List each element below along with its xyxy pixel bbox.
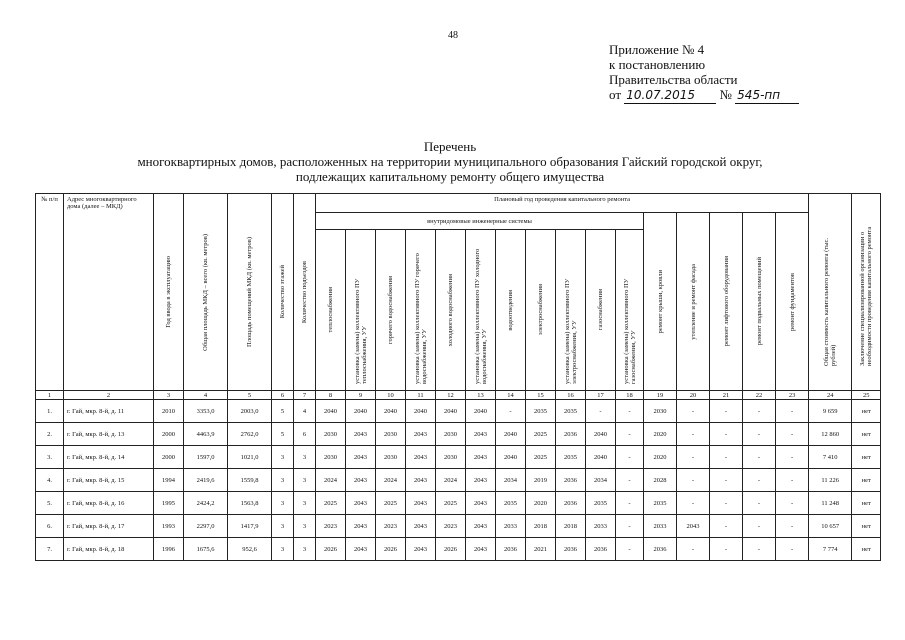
header-entrances: Количество подъездов: [294, 194, 316, 391]
table-cell: 2024: [436, 469, 466, 492]
table-cell: 2040: [376, 400, 406, 423]
table-cell: -: [743, 515, 776, 538]
document-title: [60, 139, 840, 184]
table-cell: -: [710, 538, 743, 561]
header-gas: газоснабжения: [586, 230, 616, 391]
table-cell: 2033: [644, 515, 677, 538]
table-cell: 10 657: [809, 515, 852, 538]
address-cell: г. Гай, мкр. 8-й, д. 17: [64, 515, 154, 538]
table-cell: 1995: [154, 492, 184, 515]
table-cell: 2043: [406, 538, 436, 561]
table-cell: 6: [294, 423, 316, 446]
table-cell: 1417,9: [228, 515, 272, 538]
table-cell: -: [586, 400, 616, 423]
table-cell: -: [677, 400, 710, 423]
column-number: 20: [677, 391, 710, 400]
column-number: 9: [346, 391, 376, 400]
address-cell: г. Гай, мкр. 8-й, д. 11: [64, 400, 154, 423]
table-cell: 2043: [406, 423, 436, 446]
header-cost: Общая стоимость капитального ремонта (тыс. рублей): [809, 194, 852, 391]
table-cell: -: [677, 538, 710, 561]
appendix-line-1: Приложение № 4: [609, 42, 705, 57]
table-cell: -: [496, 400, 526, 423]
table-cell: 2020: [644, 446, 677, 469]
handwritten-date: 10.07.2015: [624, 88, 716, 104]
header-conclusion: Заключение специализированной организации о необходимости проведения капитального ремонта: [852, 194, 881, 391]
appendix-line-2: к постановлению: [609, 57, 706, 72]
table-cell: 11 248: [809, 492, 852, 515]
table-cell: 1559,8: [228, 469, 272, 492]
table-cell: -: [710, 515, 743, 538]
table-cell: 9 659: [809, 400, 852, 423]
table-cell: 3: [272, 515, 294, 538]
address-cell: г. Гай, мкр. 8-й, д. 14: [64, 446, 154, 469]
table-cell: 1.: [36, 400, 64, 423]
table-cell: 3: [294, 515, 316, 538]
table-cell: -: [616, 446, 644, 469]
column-number: 21: [710, 391, 743, 400]
table-cell: 11 226: [809, 469, 852, 492]
table-cell: 2000: [154, 446, 184, 469]
table-cell: 2030: [436, 423, 466, 446]
table-cell: 2762,0: [228, 423, 272, 446]
table-cell: 2040: [586, 446, 616, 469]
header-facade: утепление и ремонт фасада: [677, 213, 710, 391]
column-number: 15: [526, 391, 556, 400]
table-cell: 2035: [496, 492, 526, 515]
table-cell: -: [616, 423, 644, 446]
address-cell: г. Гай, мкр. 8-й, д. 18: [64, 538, 154, 561]
table-cell: 2040: [406, 400, 436, 423]
table-cell: 3: [294, 538, 316, 561]
header-floors: Количество этажей: [272, 194, 294, 391]
header-cold-water: холодного водоснабжения: [436, 230, 466, 391]
table-cell: 2030: [376, 423, 406, 446]
header-hot-water-meter: установка (замена) коллективного ПУ горячего водоснабжения, УУ: [406, 230, 436, 391]
table-cell: 2025: [316, 492, 346, 515]
table-cell: 2030: [316, 423, 346, 446]
table-cell: 2019: [526, 469, 556, 492]
table-cell: 2043: [406, 515, 436, 538]
column-number: 7: [294, 391, 316, 400]
table-cell: нет: [852, 492, 881, 515]
header-heating: теплоснабжения: [316, 230, 346, 391]
table-cell: 2419,6: [184, 469, 228, 492]
header-basement: ремонт подвальных помещений: [743, 213, 776, 391]
table-cell: 1994: [154, 469, 184, 492]
table-cell: 2025: [376, 492, 406, 515]
table-cell: 2033: [496, 515, 526, 538]
table-cell: -: [743, 446, 776, 469]
page-number: 48: [448, 30, 458, 41]
column-number: 5: [228, 391, 272, 400]
column-number: 22: [743, 391, 776, 400]
table-cell: 2023: [376, 515, 406, 538]
column-number: 16: [556, 391, 586, 400]
table-cell: нет: [852, 446, 881, 469]
table-cell: -: [743, 400, 776, 423]
table-cell: 1996: [154, 538, 184, 561]
table-cell: 2036: [556, 423, 586, 446]
column-number: 12: [436, 391, 466, 400]
table-cell: -: [776, 446, 809, 469]
table-cell: 2020: [526, 492, 556, 515]
table-cell: 2035: [556, 400, 586, 423]
table-cell: 2024: [316, 469, 346, 492]
header-drainage: водоотведения: [496, 230, 526, 391]
table-cell: 2040: [436, 400, 466, 423]
table-cell: -: [710, 423, 743, 446]
table-cell: -: [776, 538, 809, 561]
table-cell: 1675,6: [184, 538, 228, 561]
table-cell: -: [710, 400, 743, 423]
table-cell: 3: [294, 446, 316, 469]
header-heating-meter: установка (замена) коллективного ПУ теплоснабжения, УУ: [346, 230, 376, 391]
table-cell: 5: [272, 400, 294, 423]
table-cell: 2043: [346, 515, 376, 538]
table-cell: 3: [294, 492, 316, 515]
table-cell: 4463,9: [184, 423, 228, 446]
table-cell: 3: [272, 538, 294, 561]
table-cell: 2043: [466, 446, 496, 469]
table-cell: 2035: [644, 492, 677, 515]
column-number: 25: [852, 391, 881, 400]
table-cell: 6.: [36, 515, 64, 538]
table-row: [36, 423, 881, 446]
table-cell: 2034: [586, 469, 616, 492]
table-row: [36, 469, 881, 492]
table-cell: 2024: [376, 469, 406, 492]
column-number: 8: [316, 391, 346, 400]
header-area-total: Общая площадь МКД – всего (кв. метров): [184, 194, 228, 391]
table-cell: 2018: [556, 515, 586, 538]
table-cell: 3.: [36, 446, 64, 469]
table-cell: 2026: [436, 538, 466, 561]
table-cell: 2043: [466, 538, 496, 561]
table-cell: 2003,0: [228, 400, 272, 423]
header-systems: внутридомовые инженерные системы: [316, 213, 644, 230]
table-cell: нет: [852, 515, 881, 538]
table-cell: 2026: [316, 538, 346, 561]
table-cell: -: [710, 492, 743, 515]
table-cell: -: [743, 423, 776, 446]
table-cell: -: [743, 469, 776, 492]
table-cell: -: [776, 423, 809, 446]
table-cell: 952,6: [228, 538, 272, 561]
table-cell: 2000: [154, 423, 184, 446]
table-cell: -: [616, 538, 644, 561]
column-number: 18: [616, 391, 644, 400]
column-number: 10: [376, 391, 406, 400]
header-area-premises: Площадь помещений МКД (кв. метров): [228, 194, 272, 391]
table-cell: 2033: [586, 515, 616, 538]
table-cell: 2036: [496, 538, 526, 561]
header-address: Адрес многоквартирного дома (далее – МКД): [64, 194, 154, 391]
table-cell: 2043: [346, 469, 376, 492]
table-cell: 2023: [436, 515, 466, 538]
table-cell: -: [616, 492, 644, 515]
table-cell: -: [776, 469, 809, 492]
appendix-line-3: Правительства области: [609, 72, 738, 87]
table-cell: 1021,0: [228, 446, 272, 469]
title-line-3: подлежащих капитальному ремонту общего имущества: [295, 169, 605, 184]
table-cell: 2025: [526, 446, 556, 469]
column-number: 17: [586, 391, 616, 400]
column-number: 14: [496, 391, 526, 400]
header-roof: ремонт крыши, кровли: [644, 213, 677, 391]
table-cell: 2036: [644, 538, 677, 561]
table-cell: 2025: [526, 423, 556, 446]
table-cell: 1993: [154, 515, 184, 538]
table-cell: 2040: [466, 400, 496, 423]
appendix-date-line: [609, 87, 799, 104]
table-cell: 4.: [36, 469, 64, 492]
table-cell: 2043: [346, 538, 376, 561]
header-cold-water-meter: установка (замена) коллективного ПУ холодного водоснабжения, УУ: [466, 230, 496, 391]
table-cell: 2025: [436, 492, 466, 515]
table-cell: 2043: [346, 446, 376, 469]
header-electricity-meter: установка (замена) коллективного ПУ электроснабжения, УУ: [556, 230, 586, 391]
table-cell: 2043: [346, 423, 376, 446]
table-cell: 2026: [376, 538, 406, 561]
column-number: 24: [809, 391, 852, 400]
address-cell: г. Гай, мкр. 8-й, д. 16: [64, 492, 154, 515]
table-row: [36, 400, 881, 423]
table-cell: 4: [294, 400, 316, 423]
header-gas-meter: установка (замена) коллективного ПУ газоснабжения, УУ: [616, 230, 644, 391]
table-cell: 2297,0: [184, 515, 228, 538]
table-cell: 2036: [556, 538, 586, 561]
header-year: Год ввода в эксплуатацию: [154, 194, 184, 391]
table-cell: 2040: [586, 423, 616, 446]
appendix-block: [609, 42, 799, 104]
table-cell: нет: [852, 400, 881, 423]
table-cell: 5: [272, 423, 294, 446]
column-number: 23: [776, 391, 809, 400]
table-cell: 2030: [376, 446, 406, 469]
column-number: 11: [406, 391, 436, 400]
table-cell: 2043: [406, 469, 436, 492]
table-cell: 2424,2: [184, 492, 228, 515]
table-cell: -: [710, 469, 743, 492]
table-row: [36, 492, 881, 515]
from-label: от: [609, 87, 622, 102]
column-number: 6: [272, 391, 294, 400]
table-cell: 2043: [406, 492, 436, 515]
table-cell: 2043: [406, 446, 436, 469]
table-cell: 2043: [466, 423, 496, 446]
table-cell: нет: [852, 469, 881, 492]
header-electricity: электроснабжения: [526, 230, 556, 391]
column-number: 3: [154, 391, 184, 400]
table-row: [36, 515, 881, 538]
table-cell: нет: [852, 538, 881, 561]
table-cell: -: [743, 492, 776, 515]
table-cell: 2036: [556, 469, 586, 492]
table-cell: 2036: [556, 492, 586, 515]
table-cell: 2035: [526, 400, 556, 423]
column-number: 2: [64, 391, 154, 400]
column-number: 19: [644, 391, 677, 400]
table-cell: -: [743, 538, 776, 561]
column-number: 13: [466, 391, 496, 400]
column-numbers-row: [36, 391, 881, 400]
table-cell: -: [677, 446, 710, 469]
table-cell: 3: [272, 469, 294, 492]
table-cell: 2043: [346, 492, 376, 515]
title-line-2: многоквартирных домов, расположенных на территории муниципального образования Гайский городской округ,: [137, 154, 763, 169]
table-cell: 2040: [346, 400, 376, 423]
column-number: 1: [36, 391, 64, 400]
table-row: [36, 538, 881, 561]
table-cell: 2040: [496, 423, 526, 446]
handwritten-number: 545-пп: [735, 88, 799, 104]
table-cell: -: [677, 469, 710, 492]
table-cell: 1563,8: [228, 492, 272, 515]
table-cell: -: [616, 469, 644, 492]
table-cell: 2020: [644, 423, 677, 446]
table-cell: -: [710, 446, 743, 469]
header-plan: Плановый год проведения капитального ремонта: [316, 194, 809, 213]
table-row: [36, 446, 881, 469]
table-cell: нет: [852, 423, 881, 446]
table-cell: 2036: [586, 538, 616, 561]
address-cell: г. Гай, мкр. 8-й, д. 13: [64, 423, 154, 446]
table-cell: 2030: [644, 400, 677, 423]
table-cell: 2023: [316, 515, 346, 538]
table-cell: 3: [294, 469, 316, 492]
table-cell: 7.: [36, 538, 64, 561]
header-no: № п/п: [36, 194, 64, 391]
table-cell: 2035: [556, 446, 586, 469]
header-hot-water: горячего водоснабжения: [376, 230, 406, 391]
table-cell: -: [677, 492, 710, 515]
table-cell: 7 410: [809, 446, 852, 469]
column-number: 4: [184, 391, 228, 400]
address-cell: г. Гай, мкр. 8-й, д. 15: [64, 469, 154, 492]
table-cell: 2.: [36, 423, 64, 446]
table-cell: 1597,0: [184, 446, 228, 469]
table-cell: 5.: [36, 492, 64, 515]
table-cell: -: [776, 492, 809, 515]
table-cell: 3353,0: [184, 400, 228, 423]
table-cell: -: [616, 400, 644, 423]
table-cell: 2021: [526, 538, 556, 561]
table-cell: 2018: [526, 515, 556, 538]
table-cell: 12 860: [809, 423, 852, 446]
table-cell: 2030: [436, 446, 466, 469]
table-cell: 2034: [496, 469, 526, 492]
table-cell: 2035: [586, 492, 616, 515]
table-cell: 2043: [466, 469, 496, 492]
table-cell: 2028: [644, 469, 677, 492]
title-line-1: Перечень: [423, 139, 477, 154]
table-cell: 2043: [677, 515, 710, 538]
table-cell: 3: [272, 492, 294, 515]
table-cell: 2010: [154, 400, 184, 423]
table-cell: -: [677, 423, 710, 446]
table-cell: 2030: [316, 446, 346, 469]
table-cell: 3: [272, 446, 294, 469]
table-cell: -: [776, 515, 809, 538]
buildings-table: [35, 193, 881, 561]
header-foundation: ремонт фундаментов: [776, 213, 809, 391]
table-cell: 2043: [466, 492, 496, 515]
table-cell: 2043: [466, 515, 496, 538]
table-cell: -: [776, 400, 809, 423]
number-label: №: [719, 87, 732, 102]
header-elevator: ремонт лифтового оборудования: [710, 213, 743, 391]
table-cell: 7 774: [809, 538, 852, 561]
table-cell: 2040: [496, 446, 526, 469]
table-cell: -: [616, 515, 644, 538]
table-cell: 2040: [316, 400, 346, 423]
